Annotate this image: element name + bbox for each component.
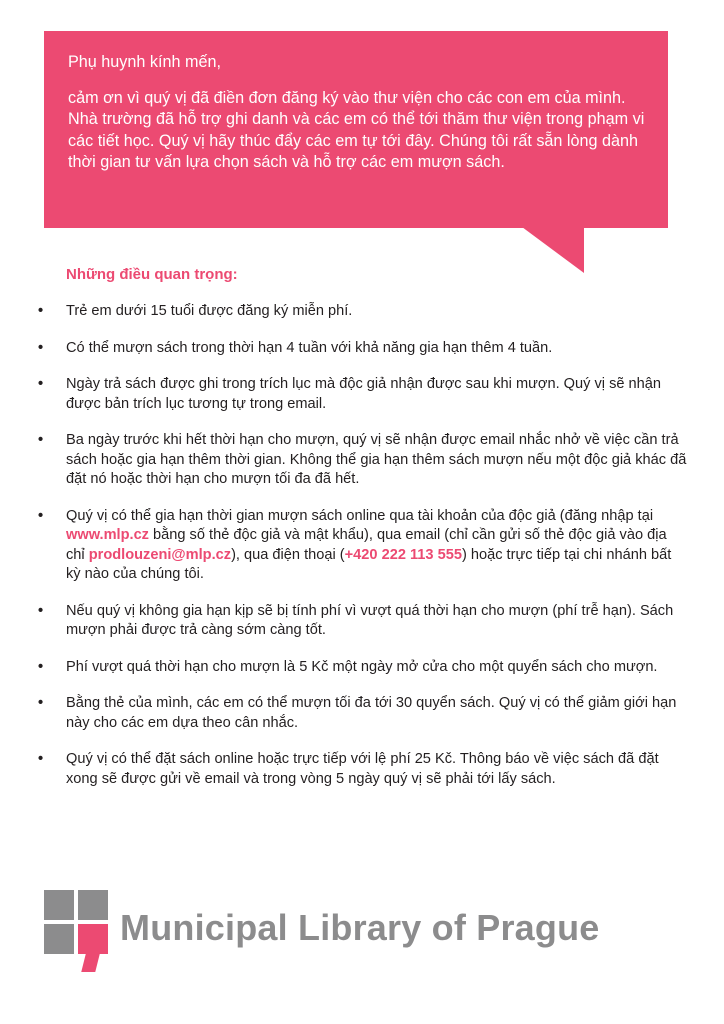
phone-link[interactable]: +420 222 113 555 bbox=[344, 546, 462, 563]
list-item bbox=[38, 750, 688, 789]
list-item-text: Ngày trả sách được ghi trong trích lục mà độc giả nhận được sau khi mượn. Quý vị sẽ nhận được bản trích lục tương tự trong email. bbox=[66, 376, 662, 412]
library-logo-text: Municipal Library of Prague bbox=[120, 907, 600, 948]
list-item-text: Có thể mượn sách trong thời hạn 4 tuần với khả năng gia hạn thêm 4 tuần. bbox=[66, 339, 553, 356]
bullet-icon: • bbox=[38, 602, 44, 619]
list-item-text: Nếu quý vị không gia hạn kịp sẽ bị tính phí vì vượt quá thời hạn cho mượn (phí trễ hạn). Sách mượn phải được trả càng sớm càng tốt. bbox=[66, 602, 674, 638]
bullet-icon: • bbox=[38, 695, 44, 711]
list-item bbox=[38, 602, 688, 641]
list-item bbox=[38, 507, 688, 585]
list-item-text: Quý vị có thể gia hạn thời gian mượn sách online qua tài khoản của độc giả (đăng nhập tại www.mlp.cz bằng số thẻ độc giả và mật khẩu), qua email (chỉ cần gửi số thẻ độc giả vào địa chỉ prodlouzeni@mlp.cz), qua điện thoại (+420 222 113 555) hoặc trực tiếp tại chi nhánh bất kỳ nào của chúng tôi. bbox=[66, 507, 672, 582]
intro-paragraph: cảm ơn vì quý vị đã điền đơn đăng ký vào thư viện cho các con em của mình. Nhà trường đã hỗ trợ ghi danh và các em có thể tới thăm thư viện trong phạm vi các tiết học. Quý vị hãy thúc đẩy các em tự tới đây. Chúng tôi rất sẵn lòng dành thời gian tư vấn lựa chọn sách và hỗ trợ các em mượn sách. bbox=[68, 88, 645, 171]
list-item bbox=[38, 431, 688, 490]
list-item bbox=[38, 375, 688, 414]
email-link[interactable]: prodlouzeni@mlp.cz bbox=[88, 546, 232, 563]
list-item-text: Bằng thẻ của mình, các em có thể mượn tối đa tới 30 quyển sách. Quý vị có thể giảm giới hạn này cho các em dựa theo cân nhắc. bbox=[66, 695, 677, 731]
important-list bbox=[38, 302, 688, 806]
list-item-text: Phí vượt quá thời hạn cho mượn là 5 Kč một ngày mở cửa cho một quyển sách cho mượn. bbox=[66, 658, 658, 675]
list-item-text: Ba ngày trước khi hết thời hạn cho mượn, quý vị sẽ nhận được email nhắc nhở về việc cần trả sách hoặc gia hạn thêm thời gian. Không thể gia hạn thêm sách mượn nếu một độc giả khác đã đặt nó hoặc thời hạn cho mượn tối đa đã hết. bbox=[66, 432, 687, 487]
bullet-icon: • bbox=[38, 339, 44, 356]
bullet-icon: • bbox=[38, 751, 44, 767]
greeting: Phụ huynh kính mến, bbox=[68, 53, 221, 71]
bullet-icon: • bbox=[38, 432, 44, 448]
bullet-icon: • bbox=[38, 376, 44, 392]
list-item bbox=[38, 658, 688, 678]
bullet-icon: • bbox=[38, 658, 44, 675]
speech-bubble-tail bbox=[522, 227, 584, 273]
bullet-icon: • bbox=[38, 303, 44, 319]
list-item bbox=[38, 694, 688, 733]
website-link[interactable]: www.mlp.cz bbox=[66, 527, 149, 543]
section-heading: Những điều quan trọng: bbox=[66, 266, 238, 283]
list-item bbox=[38, 339, 688, 359]
intro-message bbox=[68, 52, 658, 174]
list-item bbox=[38, 302, 688, 322]
list-item-text: Trẻ em dưới 15 tuổi được đăng ký miễn phí. bbox=[66, 303, 353, 319]
bullet-icon: • bbox=[38, 507, 44, 524]
list-item-text: Quý vị có thể đặt sách online hoặc trực tiếp với lệ phí 25 Kč. Thông báo về việc sách đã đặt xong sẽ được gửi về email và trong vòng 5 ngày quý vị sẽ phải tới lấy sách. bbox=[66, 751, 659, 787]
